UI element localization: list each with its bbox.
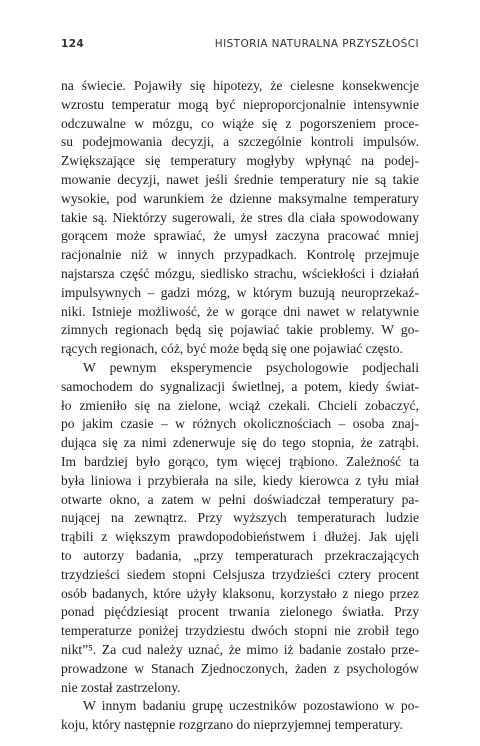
paragraph (61, 697, 419, 735)
text-line: koju, który następnie rozgrzano do nieprzyjemnej temperatury. (61, 717, 403, 733)
text-line: W innym badaniu grupę uczestników pozostawiono w po- (83, 698, 419, 714)
text-line: wysokie, pod warunkiem że dzienne maksymalne temperatury (61, 190, 419, 206)
text-line: su podejmowania decyzji, a szczególnie kontroli impulsów. (61, 134, 419, 150)
text-line: osób badanych, które użyły klaksonu, korzystało z niego przez (61, 585, 419, 601)
text-line: racjonalnie niż w innych przypadkach. Kontrolę przejmuje (61, 247, 419, 263)
text-line: impulsywnych – gadzi mózg, w którym buzują neuroprzekaź- (61, 284, 419, 300)
text-line: trąbili z większym prawdopodobieństwem i dłużej. Jak ujęli (61, 529, 419, 545)
text-line: najstarsza część mózgu, siedlisko strachu, wściekłości i działań (61, 265, 419, 281)
text-line: ponad pięćdziesiąt procent trwania zielonego światła. Przy (61, 604, 419, 620)
running-head: HISTORIA NATURALNA PRZYSZŁOŚCI (214, 38, 419, 50)
text-line: temperaturze poniżej trzydziestu dwóch stopni nie zrobił tego (61, 623, 419, 639)
text-line: rących regionach, cóż, być może będą się one pojawiać często. (61, 341, 403, 357)
body-text (61, 77, 419, 735)
text-line: takie są. Niektórzy sugerowali, że stres dla ciała spowodowany (61, 209, 419, 225)
page-number: 124 (61, 38, 85, 50)
text-line: odczuwalne w mózgu, co wiąże się z pogorszeniem proce- (61, 115, 419, 131)
text-line: mowanie decyzji, nawet jeśli średnie temperatury nie są takie (61, 171, 419, 187)
text-line: trzydzieści siedem stopni Celsjusza trzydzieści cztery procent (61, 566, 419, 582)
text-line: zimnych regionach będą się pojawiać takie problemy. W go- (61, 322, 419, 338)
text-line: niki. Istnieje możliwość, że w gorące dni nawet w relatywnie (61, 303, 419, 319)
text-line: samochodem do sygnalizacji świetlnej, a potem, kiedy świat- (61, 378, 419, 394)
text-line: Zwiększające się temperatury mogłyby wpłynąć na podej- (61, 153, 419, 169)
text-line: nie został zastrzelony. (61, 679, 181, 695)
text-line: prowadzone w Stanach Zjednoczonych, żaden z psychologów (61, 660, 419, 676)
text-line: po jakim czasie – w różnych okolicznościach – osoba znaj- (61, 416, 419, 432)
text-line: nikt”⁵. Za cud należy uznać, że mimo iż badanie zostało prze- (61, 641, 419, 657)
text-line: nującej na zewnątrz. Przy wyższych temperaturach ludzie (61, 510, 419, 526)
page-header (61, 38, 419, 56)
text-line: otwarte okno, a zatem w pełni doświadczał temperatury pa- (61, 491, 419, 507)
text-line: ło zmieniło się na zielone, wciąż czekali. Chcieli zobaczyć, (61, 397, 419, 413)
text-line: Im bardziej było gorąco, tym więcej trąbiono. Zależność ta (61, 453, 419, 469)
paragraph (61, 359, 419, 697)
text-line: wzrostu temperatur mogą być nieproporcjonalnie intensywnie (61, 96, 419, 112)
text-line: gorącem może sprawiać, że umysł zaczyna pracować mniej (61, 228, 419, 244)
text-line: dująca się za nimi zdenerwuje się do tego stopnia, że zatrąbi. (61, 435, 419, 451)
paragraph (61, 77, 419, 359)
text-line: to autorzy badania, „przy temperaturach przekraczających (61, 547, 419, 563)
text-line: na świecie. Pojawiły się hipotezy, że cielesne konsekwencje (61, 78, 419, 93)
text-line: była liniowa i przybierała na sile, kiedy kierowca z tyłu miał (61, 472, 419, 488)
text-line: W pewnym eksperymencie psychologowie podjechali (83, 359, 419, 375)
